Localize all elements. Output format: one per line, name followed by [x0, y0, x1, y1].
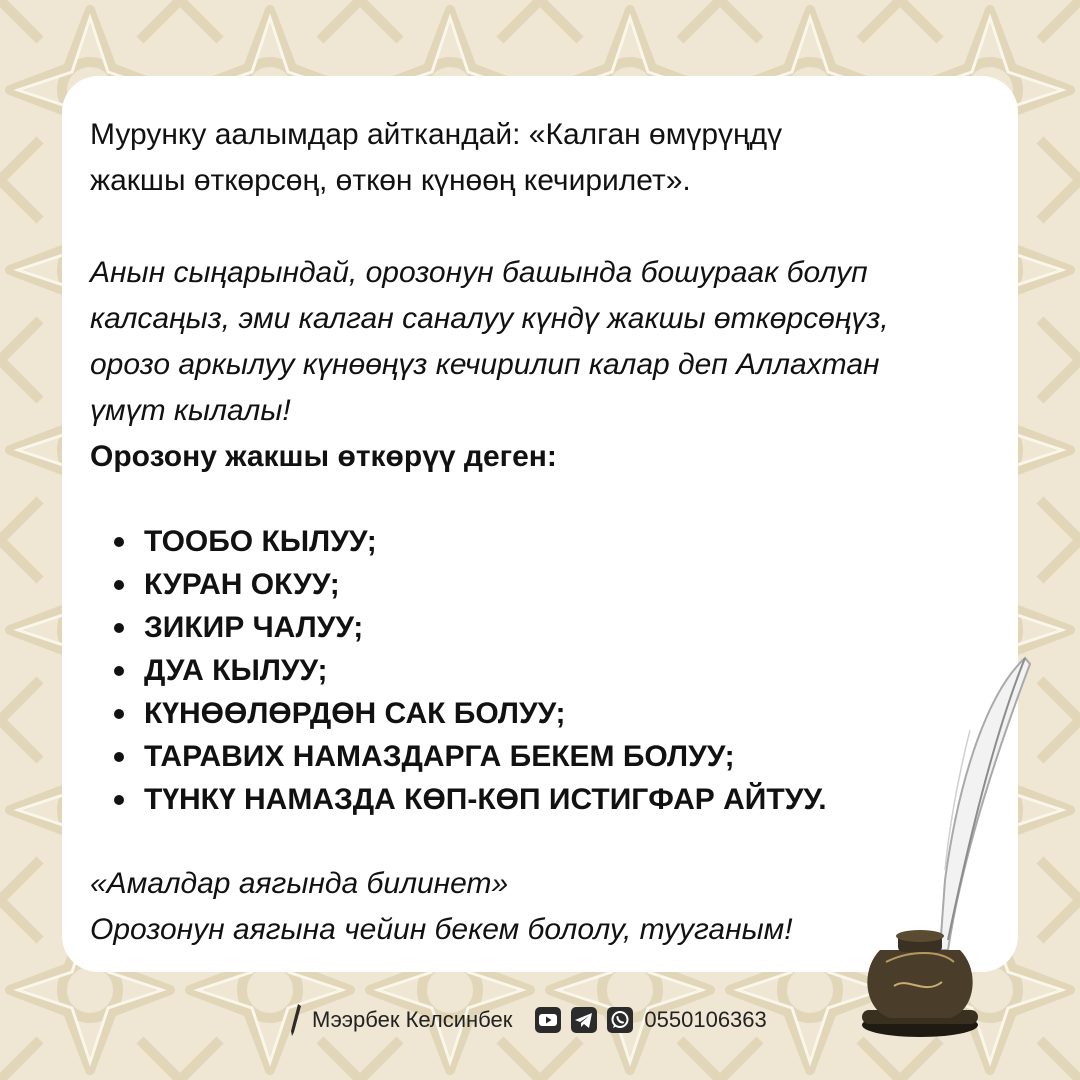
- telegram-icon[interactable]: [570, 1006, 598, 1034]
- phone-number[interactable]: 0550106363: [644, 1007, 767, 1032]
- italic-line-3: орозо аркылуу күнөөңүз кечирилип калар деп Аллахтан: [90, 348, 880, 381]
- list-item: КУРАН ОКУУ;: [144, 563, 970, 606]
- pen-icon: [286, 1002, 304, 1038]
- italic-line-1: Анын сыңарындай, орозонун башында бошураак болуп: [90, 256, 868, 289]
- intro-line-2: жакшы өткөрсөң, өткөн күнөөң кечирилет».: [90, 164, 691, 197]
- practice-list: [90, 520, 970, 821]
- intro-line-1: Мурунку аалымдар айткандай: «Калган өмүрүңдү: [90, 118, 783, 151]
- italic-line-4: үмүт кылалы!: [90, 394, 291, 427]
- footer: [286, 1000, 767, 1040]
- section-heading: Орозону жакшы өткөрүү деген:: [90, 440, 557, 473]
- italic-line-2: калсаңыз, эми калган саналуу күндү жакшы өткөрсөңүз,: [90, 302, 889, 335]
- list-item: ДУА КЫЛУУ;: [144, 649, 970, 692]
- author-name: Мээрбек Келсинбек: [312, 1007, 513, 1032]
- list-item: ЗИКИР ЧАЛУУ;: [144, 606, 970, 649]
- closing-line-2: Орозонун аягына чейин бекем бололу, тууганым!: [90, 913, 793, 946]
- list-item: ТҮНКҮ НАМАЗДА КӨП-КӨП ИСТИГФАР АЙТУУ.: [144, 778, 970, 821]
- closing-line-1: «Амалдар аягында билинет»: [90, 867, 509, 900]
- whatsapp-icon[interactable]: [606, 1006, 634, 1034]
- youtube-icon[interactable]: [534, 1006, 562, 1034]
- main-text: [90, 112, 970, 953]
- quill-inkwell-illustration: [850, 650, 1050, 1050]
- list-item: КҮНӨӨЛӨРДӨН САК БОЛУУ;: [144, 692, 970, 735]
- list-item: ТАРАВИХ НАМАЗДАРГА БЕКЕМ БОЛУУ;: [144, 735, 970, 778]
- list-item: ТООБО КЫЛУУ;: [144, 520, 970, 563]
